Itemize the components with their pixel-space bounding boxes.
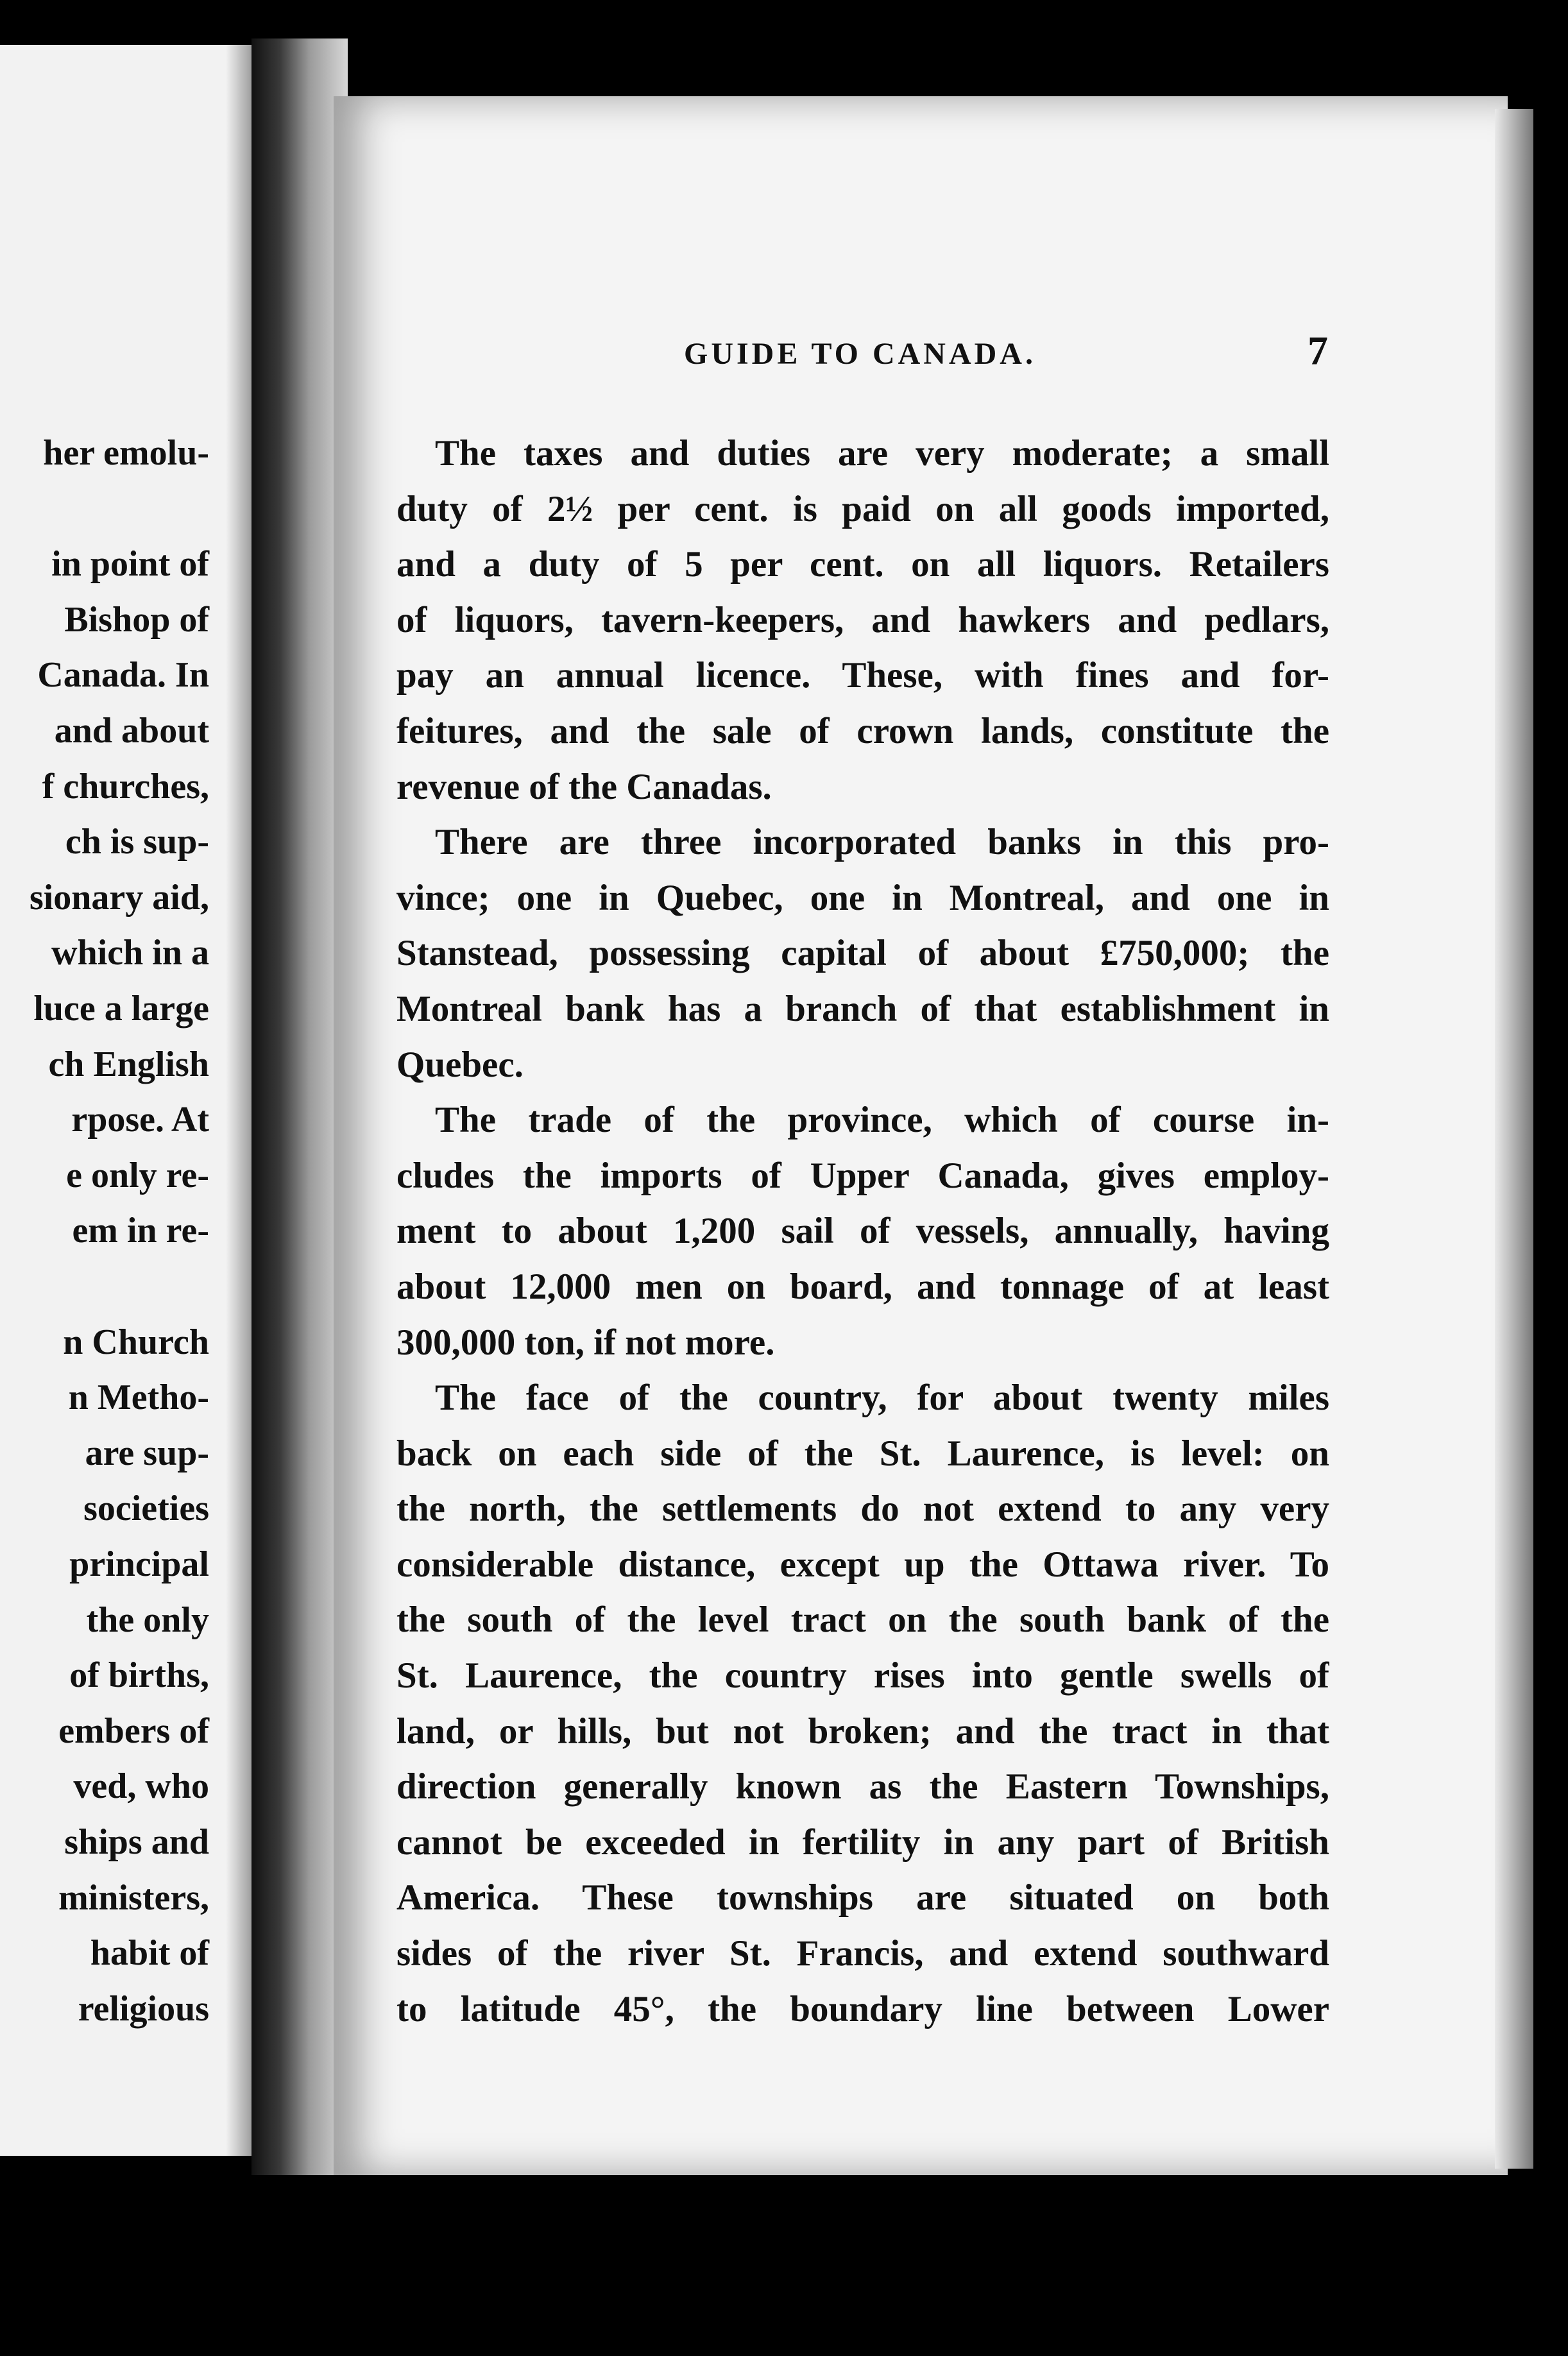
left-page-line: habit of [90, 1933, 209, 1974]
body-line: duty of 2½ per cent. is paid on all goods imported, [396, 488, 1329, 529]
running-head: GUIDE TO CANADA. [684, 337, 1036, 371]
left-facing-page [0, 45, 251, 2156]
body-line: Stanstead, possessing capital of about £750,000; the [396, 933, 1329, 974]
left-page-line: rpose. At [71, 1100, 209, 1140]
left-page-line: em in re- [72, 1211, 209, 1251]
body-line: direction generally known as the Eastern Townships, [396, 1766, 1329, 1807]
left-page-line: and about [54, 711, 209, 751]
page-edge [1495, 109, 1533, 2169]
left-page-line: are sup- [85, 1433, 209, 1473]
body-line: considerable distance, except up the Ottawa river. To [396, 1544, 1329, 1585]
body-line: back on each side of the St. Laurence, is level: on [396, 1433, 1329, 1474]
body-line: America. These townships are situated on both [396, 1877, 1329, 1918]
body-line: about 12,000 men on board, and tonnage of at least [396, 1266, 1329, 1307]
left-page-line: ministers, [58, 1877, 209, 1918]
body-line: sides of the river St. Francis, and extend southward [396, 1933, 1329, 1974]
body-line: The taxes and duties are very moderate; a small [435, 433, 1329, 474]
body-line: 300,000 ton, if not more. [396, 1322, 775, 1363]
body-line: cludes the imports of Upper Canada, gives employ- [396, 1155, 1329, 1196]
body-line: cannot be exceeded in fertility in any part of British [396, 1822, 1329, 1863]
left-page-line: of births, [69, 1655, 209, 1696]
body-line: revenue of the Canadas. [396, 766, 772, 807]
body-line: pay an annual licence. These, with fines and for- [396, 655, 1329, 696]
body-line: ment to about 1,200 sail of vessels, annually, having [396, 1211, 1329, 1252]
body-line: There are three incorporated banks in this pro- [435, 822, 1329, 863]
left-page-line: societies [83, 1489, 209, 1529]
body-line: Montreal bank has a branch of that establishment in [396, 988, 1329, 1029]
left-page-line: her emolu- [43, 433, 209, 473]
left-page-line: ch English [48, 1044, 209, 1084]
body-line: The face of the country, for about twenty miles [435, 1378, 1329, 1419]
body-text [396, 426, 1329, 2037]
body-line: the north, the settlements do not extend to any very [396, 1489, 1329, 1530]
left-page-line: n Metho- [68, 1378, 209, 1418]
body-line: of liquors, tavern-keepers, and hawkers and pedlars, [396, 599, 1329, 640]
left-page-line: luce a large [33, 989, 209, 1029]
left-page-line: e only re- [66, 1155, 209, 1195]
left-page-line: Canada. In [37, 655, 209, 696]
left-page-line: Bishop of [64, 599, 209, 640]
body-line: vince; one in Quebec, one in Montreal, and one in [396, 877, 1329, 918]
body-line: St. Laurence, the country rises into gentle swells of [396, 1655, 1329, 1696]
left-page-line: which in a [51, 933, 209, 973]
left-page-line: principal [69, 1544, 209, 1584]
body-line: to latitude 45°, the boundary line between Lower [396, 1988, 1329, 2029]
body-line: Quebec. [396, 1044, 524, 1085]
body-line: and a duty of 5 per cent. on all liquors. Retailers [396, 544, 1329, 585]
body-line: feitures, and the sale of crown lands, constitute the [396, 710, 1329, 751]
left-page-line: ships and [64, 1822, 209, 1862]
left-page-line: n Church [63, 1322, 209, 1362]
left-page-line: in point of [51, 544, 209, 585]
page-number: 7 [1308, 328, 1328, 373]
left-page-line: religious [78, 1988, 209, 2029]
left-page-line: embers of [58, 1711, 209, 1751]
left-page-line: the only [86, 1600, 209, 1640]
left-page-line: f churches, [42, 766, 209, 807]
left-page-line: ved, who [73, 1766, 209, 1807]
body-line: the south of the level tract on the south bank of the [396, 1600, 1329, 1641]
left-page-line: sionary aid, [29, 877, 209, 918]
body-line: land, or hills, but not broken; and the tract in that [396, 1711, 1329, 1752]
left-page-fold-shadow [226, 45, 251, 2156]
body-line: The trade of the province, which of course in- [435, 1100, 1329, 1141]
left-page-line: ch is sup- [65, 822, 209, 862]
